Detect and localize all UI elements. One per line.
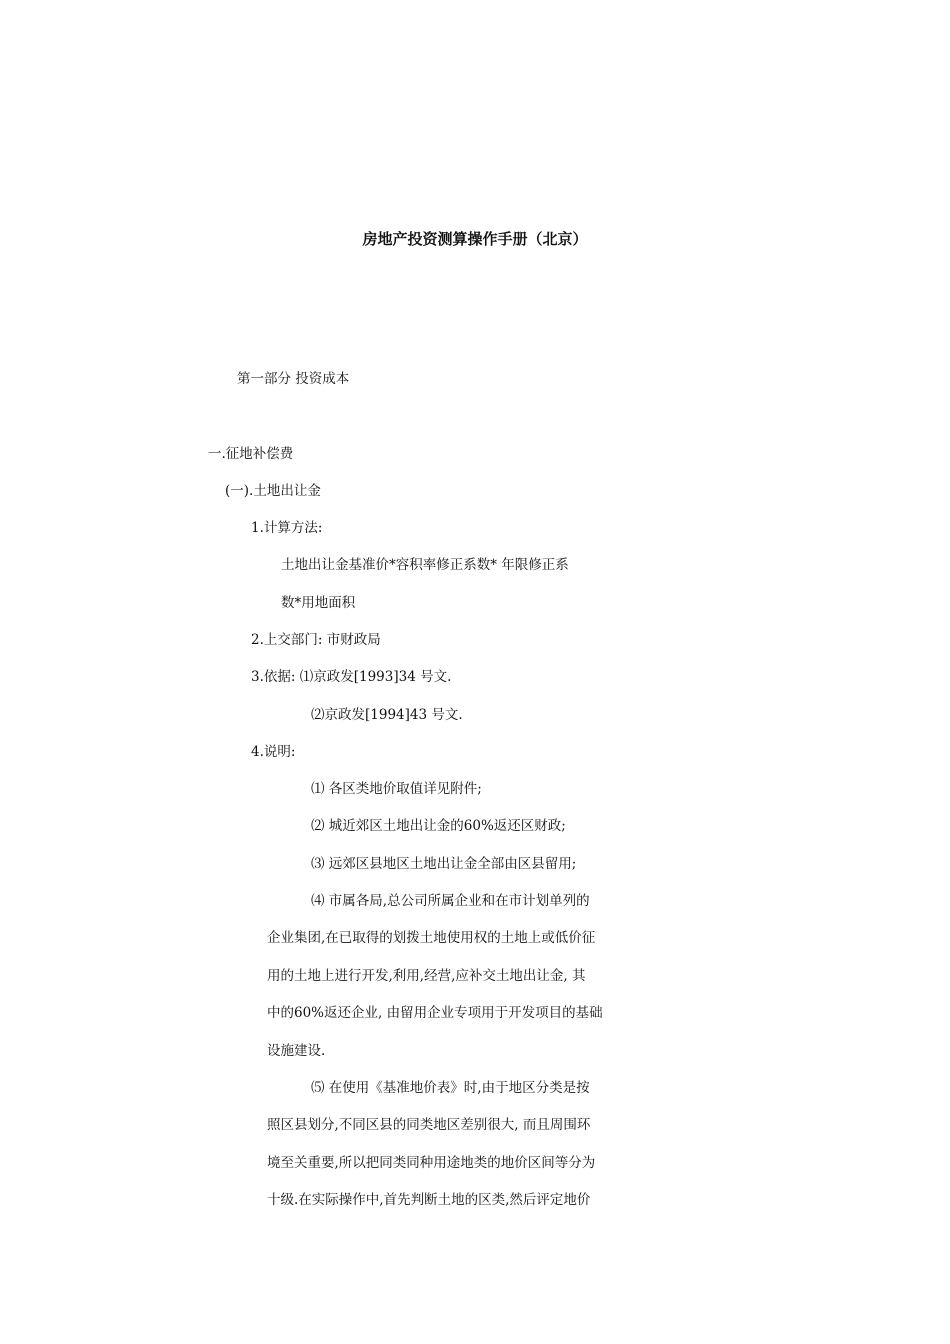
note-5-line-1: ⑸ 在使用《基准地价表》时,由于地区分类是按 — [311, 1080, 590, 1096]
item-basis-line-2: ⑵京政发[1994]43 号文. — [311, 707, 463, 723]
note-2: ⑵ 城近郊区土地出让金的60%返还区财政; — [311, 818, 566, 834]
note-4-line-2: 企业集团,在已取得的划拨土地使用权的土地上或低价征 — [267, 930, 596, 946]
item-calc-formula-line-2: 数*用地面积 — [281, 595, 356, 611]
note-4-line-5: 设施建设. — [267, 1043, 326, 1059]
item-calc-formula-line-1: 土地出让金基准价*容积率修正系数* 年限修正系 — [281, 557, 569, 573]
document-title: 房地产投资测算操作手册（北京） — [362, 230, 588, 248]
note-4-line-4: 中的60%返还企业, 由留用企业专项用于开发项目的基础 — [267, 1005, 603, 1021]
note-5-line-4: 十级.在实际操作中,首先判断土地的区类,然后评定地价 — [267, 1192, 591, 1208]
subsection-heading: (一).土地出让金 — [225, 483, 321, 499]
note-4-line-3: 用的土地上进行开发,利用,经营,应补交土地出让金, 其 — [267, 968, 586, 984]
note-4-line-1: ⑷ 市属各局,总公司所属企业和在市计划单列的 — [311, 893, 590, 909]
section-heading: 一.征地补偿费 — [208, 446, 294, 462]
item-calc-method-label: 1.计算方法: — [251, 520, 323, 536]
part-heading: 第一部分 投资成本 — [237, 371, 350, 387]
note-5-line-2: 照区县划分,不同区县的同类地区差别很大, 而且周围环 — [267, 1117, 591, 1133]
note-1: ⑴ 各区类地价取值详见附件; — [311, 781, 482, 797]
item-department: 2.上交部门: 市财政局 — [251, 632, 381, 648]
item-notes-label: 4.说明: — [251, 744, 296, 760]
note-5-line-3: 境至关重要,所以把同类同种用途地类的地价区间等分为 — [267, 1155, 596, 1171]
note-3: ⑶ 远郊区县地区土地出让金全部由区县留用; — [311, 856, 577, 872]
item-basis-line-1: 3.依据: ⑴京政发[1993]34 号文. — [251, 669, 452, 685]
